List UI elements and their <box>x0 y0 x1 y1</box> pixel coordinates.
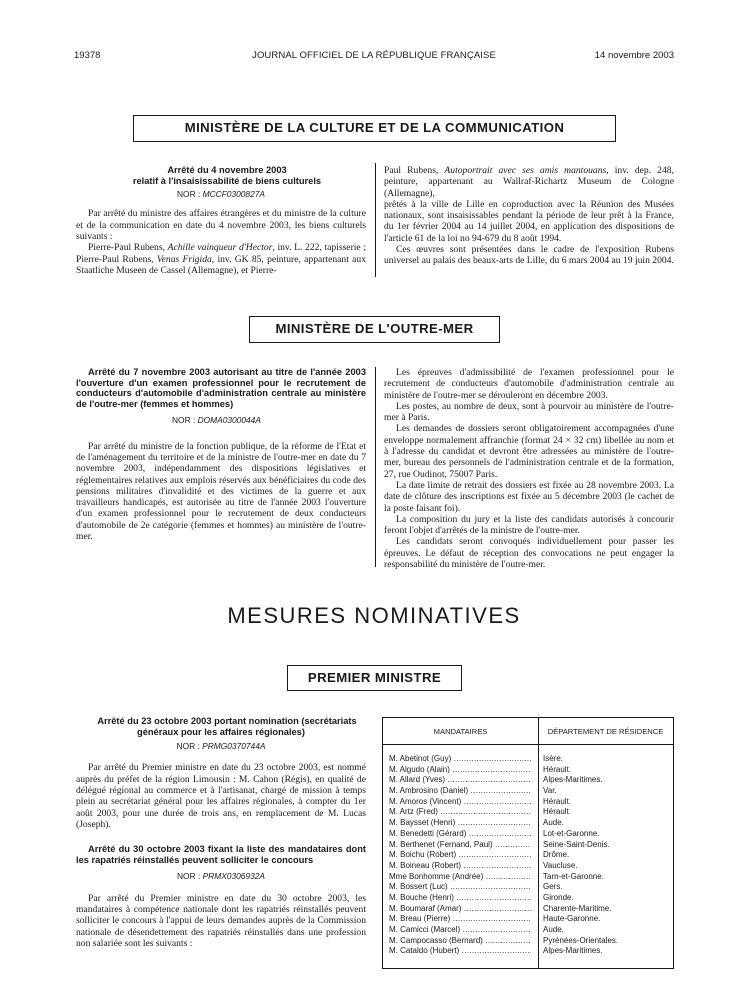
table-row <box>383 861 673 872</box>
mandataire-name: M. Baysset (Henri) ..... <box>389 818 531 829</box>
table-row <box>383 850 673 861</box>
table-header <box>383 718 673 745</box>
table-row <box>383 818 673 829</box>
column-header-departement: DÉPARTEMENT DE RÉSIDENCE <box>547 727 664 736</box>
column-divider <box>375 367 376 567</box>
paragraph: Par arrêté du Premier ministre en date du 23 octobre 2003, est nommé auprès du préfet de la région Limousin : M. Cahon (Régis), en qualité de délégué régional au commerce et à l'artisanat, chargé de mission à temps plein au secrétariat général pour les affaires régionales, à compter du 1er août 2003, pour une durée de trois ans, en remplacement de M. Lucas (Joseph). <box>76 762 366 830</box>
culture-right-column <box>384 165 674 267</box>
table-row <box>383 936 673 947</box>
paragraph: Par arrêté du ministre des affaires étrangères et du ministre de la culture et de la communication en date du 4 novembre 2003, les biens culturels suivants : <box>76 208 366 243</box>
paragraph: Par arrêté du ministre de la fonction publique, de la réforme de l'Etat et de l'aménagement du territoire et de la ministre de l'outre-mer en date du 7 novembre 2003, indépendamment des dispositions législatives et réglementaires relatives aux emplois réservés aux bénéficiaires du code des pensions militaires d'invalidité et des victimes de la guerre et aux travailleurs handicapés, est autorisée au titre de l'année 2003 l'ouverture d'un examen professionnel pour le recrutement de deux conducteurs d'automobile de 2e catégorie (femmes et hommes) au ministère de l'outre-mer. <box>76 440 366 543</box>
paragraph: Pierre-Paul Rubens, Achille vainqueur d'Hector, inv. L. 222, tapisserie ; Pierre-Paul Rubens, Venus Frigida, inv. GK 85, peinture, appartenant aux Staatliche Museen de Cassel (Allemagne), et Pierre- <box>76 242 366 276</box>
culture-left-column <box>76 165 366 276</box>
table-row <box>383 807 673 818</box>
ministry-heading-premier-ministre: PREMIER MINISTRE <box>287 665 462 691</box>
departement-residence: Hérault. <box>543 764 572 774</box>
column-divider <box>375 163 376 277</box>
table-row <box>383 840 673 851</box>
departement-residence: Pyrénées-Orientales. <box>543 935 619 945</box>
paragraph: La composition du jury et la liste des candidats autorisés à concourir feront l'objet d'arrêtés de la ministre de l'outre-mer. <box>384 513 674 537</box>
paragraph: Par arrêté du Premier ministre en date du 30 octobre 2003, les mandataires à compétence nationale dont les rapatriés réinstallés peuvent solliciter le concours à l'appui de leurs demandes auprès de la Commission nationale de désendettement des rapatriés réinstallés dans une profession non salariée sont les suivants : <box>76 892 366 949</box>
departement-residence: Gironde. <box>543 892 574 902</box>
departement-residence: Hérault. <box>543 807 572 817</box>
nor-reference: NOR : DOMA0300044A <box>172 415 261 426</box>
table-row <box>383 829 673 840</box>
table-row <box>383 754 673 765</box>
paragraph: Les candidats seront convoqués individuellement pour passer les épreuves. Le défaut de réception des convocations ne peut engager la responsabilité du ministère de l'outre-mer. <box>384 536 674 571</box>
section-title: MESURES NOMINATIVES <box>227 603 521 628</box>
mandataire-name: M. Allard (Yves) ..... <box>389 775 531 786</box>
mandataire-name: M. Amoros (Vincent) ..... <box>389 797 531 808</box>
running-header <box>74 50 674 64</box>
table-row <box>383 925 673 936</box>
decree-title: relatif à l'insaisissabilité de biens culturels <box>132 175 322 186</box>
paragraph: Les demandes de dossiers seront obligatoirement accompagnées d'une enveloppe normalement affranchie (format 24 × 32 cm) libellée au nom et à l'adresse du candidat et devront être adressées au ministère de l'outre-mer, bureau des personnels de l'administration centrale et de la formation, 27, rue Oudinot, 75007 Paris. <box>384 423 674 480</box>
departement-residence: Tarn-et-Garonne. <box>543 871 604 881</box>
mandataire-name: M. Benedetti (Gérard) ..... <box>389 829 531 840</box>
departement-residence: Lot-et-Garonne. <box>543 828 600 838</box>
departement-residence: Hérault. <box>543 796 572 806</box>
paragraph: Les épreuves d'admissibilité de l'examen professionnel pour le recrutement de conducteurs d'automobile d'administration centrale au ministère de l'outre-mer se dérouleront en décembre 2003. <box>384 367 674 401</box>
table-row <box>383 893 673 904</box>
departement-residence: Isère. <box>543 754 564 763</box>
decree-title: Arrêté du 30 octobre 2003 fixant la liste des mandataires dont les rapatriés réinstallés peuvent solliciter le concours <box>76 844 366 865</box>
page-number: 19378 <box>74 50 101 61</box>
departement-residence: Alpes-Maritimes. <box>543 775 603 785</box>
mandataire-name: M. Boichu (Robert) ..... <box>389 850 531 861</box>
mesures-left-column <box>76 716 366 949</box>
ministry-heading-culture: MINISTÈRE DE LA CULTURE ET DE LA COMMUNICATION <box>133 115 616 142</box>
table-body <box>383 754 673 957</box>
table-row <box>383 904 673 915</box>
decree-title: Arrêté du 7 novembre 2003 autorisant au titre de l'année 2003 l'ouverture d'un examen professionnel pour le recrutement de conducteurs d'automobile d'administration centrale au ministère de l'outre-mer (femmes et hommes) <box>76 367 366 409</box>
departement-residence: Seine-Saint-Denis. <box>543 839 610 849</box>
mandataire-name: M. Cataldo (Hubert) ..... <box>389 946 531 957</box>
mandataire-name: M. Bossert (Luc) ..... <box>389 882 531 893</box>
mandataire-name: M. Camicci (Marcel) ..... <box>389 925 531 936</box>
mandataire-name: M. Campocasso (Bernard) ..... <box>389 936 531 947</box>
paragraph: Paul Rubens, Autoportrait avec ses amis mantouans, inv. dep. 248, peinture, appartenant au Wallraf-Richartz Museum de Cologne (Allemagne), <box>384 165 674 199</box>
table-row <box>383 914 673 925</box>
nor-reference: NOR : PRMX0306932A <box>177 871 265 882</box>
table-row <box>383 946 673 957</box>
mandataire-name: M. Boumaraf (Amar) ..... <box>389 904 531 915</box>
departement-residence: Gers. <box>543 882 563 892</box>
ministry-heading-outremer: MINISTÈRE DE L'OUTRE-MER <box>249 316 500 343</box>
mandataire-name: Mme Bonhomme (Andrée) ..... <box>389 872 531 883</box>
table-row <box>383 797 673 808</box>
decree-title: Arrêté du 23 octobre 2003 portant nomination (secrétariats généraux pour les affaires régionales) <box>97 716 357 737</box>
paragraph: Les postes, au nombre de deux, sont à pourvoir au ministère de l'outre-mer à Paris. <box>384 400 674 424</box>
mandataire-name: M. Boineau (Robert) ..... <box>389 861 531 872</box>
table-row <box>383 765 673 776</box>
departement-residence: Var. <box>543 786 557 796</box>
departement-residence: Aude. <box>543 818 564 828</box>
outremer-right-column <box>384 367 674 570</box>
mandataire-name: M. Berthenet (Fernand, Paul) ..... <box>389 840 531 851</box>
mandataire-name: M. Breau (Pierre) ..... <box>389 914 531 925</box>
mandataire-name: M. Abetinot (Guy) ..... <box>389 754 531 765</box>
departement-residence: Haute-Garonne. <box>543 914 601 924</box>
departement-residence: Drôme. <box>543 850 570 860</box>
nor-reference: NOR : PRMG0370744A <box>176 741 266 752</box>
journal-title: JOURNAL OFFICIEL DE LA RÉPUBLIQUE FRANÇAISE <box>252 50 496 61</box>
departement-residence: Vaucluse. <box>543 860 578 870</box>
table-row <box>383 775 673 786</box>
mandataire-name: M. Algudo (Alain) ..... <box>389 765 531 776</box>
decree-title: Arrêté du 4 novembre 2003 <box>167 165 287 175</box>
departement-residence: Charente-Maritime. <box>543 903 612 913</box>
departement-residence: Alpes-Maritimes. <box>543 946 603 956</box>
table-row <box>383 786 673 797</box>
mandataires-table <box>382 717 674 969</box>
mandataire-name: M. Bouche (Henri) ..... <box>389 893 531 904</box>
paragraph: Ces œuvres sont présentées dans le cadre de l'exposition Rubens universel au palais des beaux-arts de Lille, du 6 mars 2004 au 19 juin 2004. <box>384 244 674 267</box>
outremer-left-column <box>76 367 366 542</box>
mandataire-name: M. Ambrosino (Daniel) ..... <box>389 786 531 797</box>
table-row <box>383 882 673 893</box>
issue-date: 14 novembre 2003 <box>594 50 674 61</box>
column-header-mandataires: MANDATAIRES <box>433 727 488 736</box>
paragraph: prêtés à la ville de Lille en coproduction avec la Réunion des Musées nationaux, sont insaisissables pendant la période de leur prêt à la France, du 1er février 2004 au 14 juillet 2004, en application des dispositions de l'article 61 de la loi no 94-679 du 8 août 1994. <box>384 198 674 244</box>
departement-residence: Aude. <box>543 925 564 934</box>
mandataire-name: M. Artz (Fred) ..... <box>389 807 531 818</box>
table-row <box>383 872 673 883</box>
paragraph: La date limite de retrait des dossiers est fixée au 28 novembre 2003. La date de clôture des inscriptions est fixée au 5 décembre 2003 (le cachet de la poste faisant foi). <box>384 479 674 514</box>
nor-reference: NOR : MCCF0300827A <box>177 189 265 200</box>
